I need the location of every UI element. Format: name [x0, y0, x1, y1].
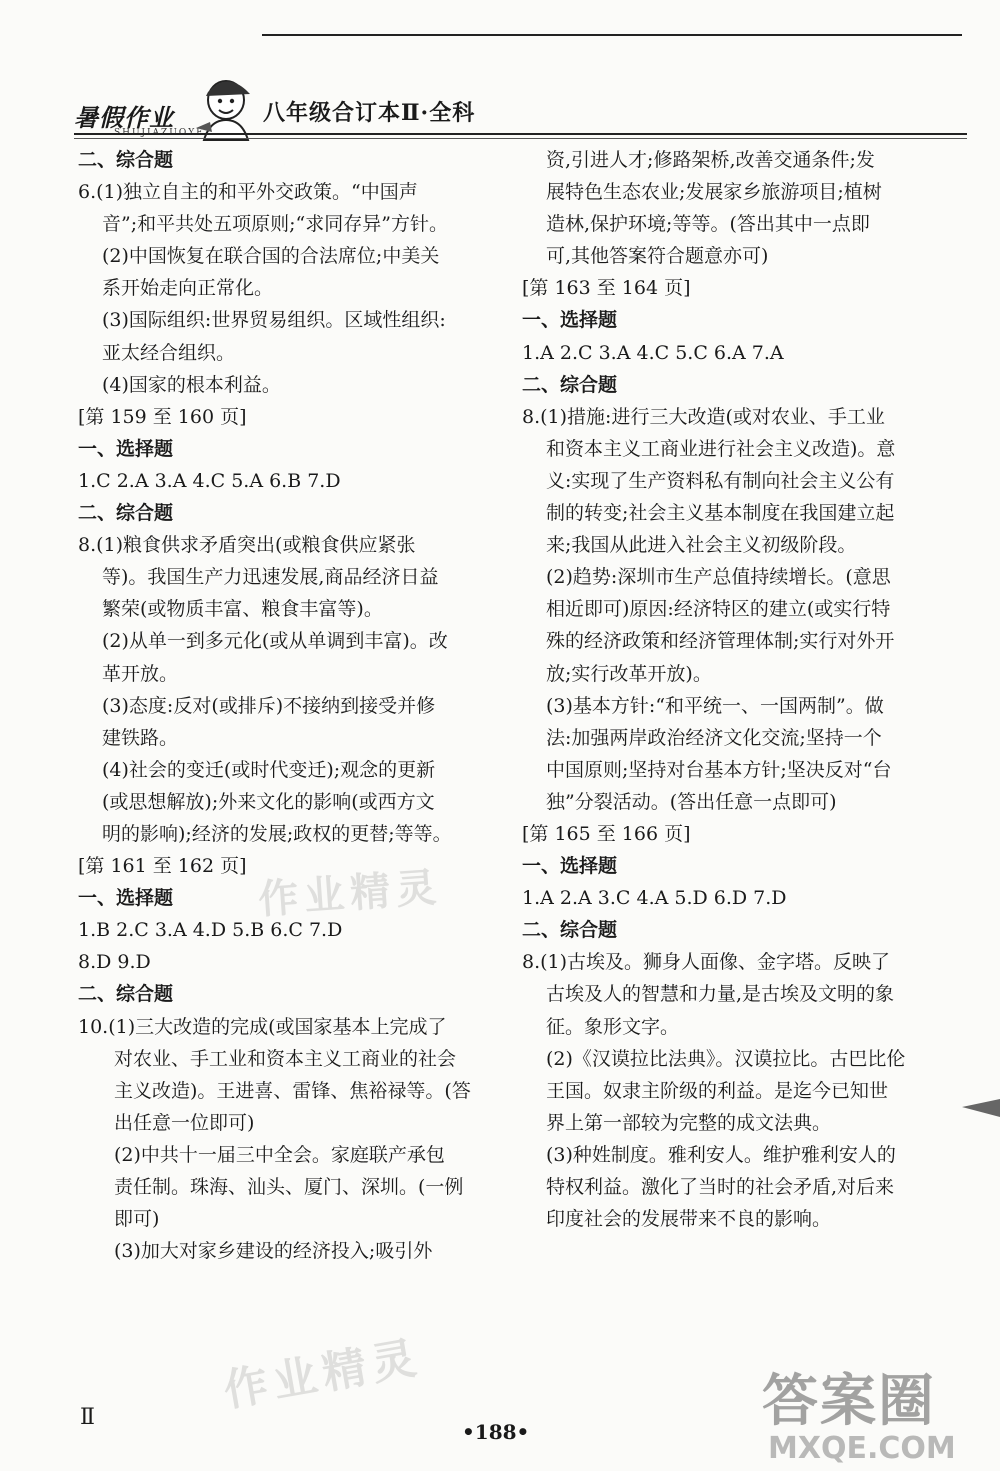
- answer-line: 放;实行改革开放)。: [546, 662, 712, 685]
- answer-line: 对农业、手工业和资本主义工商业的社会: [114, 1047, 457, 1070]
- answer-line: 主义改造)。王进喜、雷锋、焦裕禄等。(答: [114, 1079, 471, 1102]
- section-heading: 一、选择题: [78, 887, 174, 910]
- answer-line: 中国原则;坚持对台基本方针;坚决反对“台: [546, 758, 892, 781]
- section-heading: 二、综合题: [78, 502, 174, 525]
- section-heading: 二、综合题: [522, 919, 618, 942]
- answer-line: 系开始走向正常化。: [102, 277, 274, 300]
- answer-line: 亚太经合组织。: [102, 341, 236, 364]
- answer-line: 革开放。: [102, 662, 179, 685]
- answer-line: 建铁路。: [102, 726, 179, 749]
- answer-line: [第 163 至 164 页]: [522, 277, 691, 300]
- answer-line: 可,其他答案符合题意亦可): [546, 245, 769, 268]
- answer-line: 明的影响);经济的发展;政权的更替;等等。: [102, 822, 452, 845]
- answer-line: 征。象形文字。: [546, 1015, 680, 1038]
- answer-line: (4)国家的根本利益。: [102, 373, 281, 396]
- answer-line: 即可): [114, 1208, 160, 1231]
- answer-line: 和资本主义工商业进行社会主义改造)。意: [546, 437, 896, 460]
- brand-title: 暑假作业: [74, 103, 174, 132]
- answer-line: 8.(1)粮食供求矛盾突出(或粮食供应紧张: [78, 534, 416, 557]
- answer-line: 古埃及人的智慧和力量,是古埃及文明的象: [546, 983, 895, 1006]
- answer-line: [第 159 至 160 页]: [78, 405, 247, 428]
- answer-line: 印度社会的发展带来不良的影响。: [546, 1208, 832, 1231]
- answer-line: (4)社会的变迁(或时代变迁);观念的更新: [102, 758, 436, 781]
- watermark-stamp-bottom: 作业精灵: [219, 1331, 426, 1417]
- answer-line: [第 165 至 166 页]: [522, 822, 691, 845]
- site-watermark-url: MXQE.COM: [768, 1431, 956, 1466]
- answer-line: 出任意一位即可): [114, 1111, 255, 1134]
- answer-line: 制的转变;社会主义基本制度在我国建立起: [546, 502, 895, 525]
- answer-line: 展特色生态农业;发展家乡旅游项目;植树: [546, 181, 882, 204]
- watermark-stamp: 作业精灵: [256, 864, 444, 924]
- answer-line: 资,引进人才;修路架桥,改善交通条件;发: [546, 149, 875, 171]
- answer-line: 特权利益。激化了当时的社会矛盾,对后来: [546, 1176, 895, 1198]
- answer-line: 等)。我国生产力迅速发展,商品经济日益: [102, 566, 439, 589]
- section-heading: 二、综合题: [78, 149, 174, 171]
- answer-line: 繁荣(或物质丰富、粮食丰富等)。: [102, 598, 383, 621]
- answer-line: (3)基本方针:“和平统一、一国两制”。做: [546, 694, 884, 717]
- book-title: 八年级合订本Ⅱ·全科: [263, 100, 476, 126]
- answer-line: (3)国际组织:世界贸易组织。区域性组织:: [102, 309, 446, 332]
- section-heading: 一、选择题: [522, 309, 618, 332]
- answer-line: (3)种姓制度。雅利安人。维护雅利安人的: [546, 1143, 896, 1166]
- header-rule: [74, 133, 967, 135]
- answer-line: 界上第一部较为完整的成文法典。: [546, 1111, 832, 1134]
- section-heading: 二、综合题: [78, 983, 174, 1006]
- answer-line: 10.(1)三大改造的完成(或国家基本上完成了: [78, 1015, 447, 1038]
- section-heading: 一、选择题: [78, 437, 174, 460]
- section-heading: 二、综合题: [522, 373, 618, 396]
- answer-line: (2)《汉谟拉比法典》。汉谟拉比。古巴比伦: [546, 1047, 906, 1070]
- answer-line: (或思想解放);外来文化的影响(或西方文: [102, 790, 435, 813]
- answer-line: 责任制。珠海、汕头、厦门、深圳。(一例: [114, 1176, 464, 1198]
- site-watermark-text: 答案圈: [762, 1369, 936, 1434]
- right-column: [522, 144, 942, 1235]
- answer-line: 音”;和平共处五项原则;“求同存异”方针。: [102, 213, 448, 236]
- answer-line: 殊的经济政策和经济管理体制;实行对外开: [546, 630, 895, 653]
- answer-line: 1.A 2.C 3.A 4.C 5.C 6.A 7.A: [522, 341, 784, 364]
- answer-line: 1.B 2.C 3.A 4.D 5.B 6.C 7.D: [78, 919, 343, 942]
- site-watermark-logo: [762, 1357, 992, 1467]
- answer-line: 8.D 9.D: [78, 951, 151, 974]
- section-heading: 一、选择题: [522, 855, 618, 878]
- answer-line: 独”分裂活动。(答出任意一点即可): [546, 790, 837, 813]
- left-column: [78, 144, 498, 1267]
- answer-line: 1.C 2.A 3.A 4.C 5.A 6.B 7.D: [78, 469, 341, 492]
- answer-line: [第 161 至 162 页]: [78, 855, 247, 878]
- answer-line: 8.(1)措施:进行三大改造(或对农业、手工业: [522, 405, 885, 428]
- answer-line: 相近即可)原因:经济特区的建立(或实行特: [546, 598, 891, 621]
- answer-line: (2)中共十一届三中全会。家庭联产承包: [114, 1143, 445, 1166]
- answer-line: (2)从单一到多元化(或从单调到丰富)。改: [102, 630, 448, 653]
- answer-line: 6.(1)独立自主的和平外交政策。“中国声: [78, 181, 418, 204]
- answer-line: 造林,保护环境;等等。(答出其中一点即: [546, 213, 870, 236]
- answer-line: (3)加大对家乡建设的经济投入;吸引外: [114, 1240, 433, 1263]
- top-rule: [262, 34, 962, 36]
- answer-line: (2)中国恢复在联合国的合法席位;中美关: [102, 245, 440, 268]
- answer-line: 8.(1)古埃及。狮身人面像、金字塔。反映了: [522, 951, 891, 974]
- answer-line: 王国。奴隶主阶级的利益。是迄今已知世: [546, 1079, 889, 1102]
- header-rule-thin: [74, 138, 967, 139]
- answer-line: (3)态度:反对(或排斥)不接纳到接受并修: [102, 694, 436, 717]
- answer-line: 来;我国从此进入社会主义初级阶段。: [546, 534, 857, 557]
- page-edge-arrow-icon: [962, 1095, 1000, 1121]
- answer-line: 法:加强两岸政治经济文化交流;坚持一个: [546, 726, 882, 749]
- answer-line: 1.A 2.A 3.C 4.A 5.D 6.D 7.D: [522, 887, 787, 910]
- answer-line: (2)趋势:深圳市生产总值持续增长。(意思: [546, 566, 891, 589]
- page-number: •188•: [462, 1420, 530, 1444]
- answer-line: 义:实现了生产资料私有制向社会主义公有: [546, 469, 895, 492]
- volume-marker: Ⅱ: [80, 1405, 95, 1430]
- mascot-icon: [190, 70, 260, 142]
